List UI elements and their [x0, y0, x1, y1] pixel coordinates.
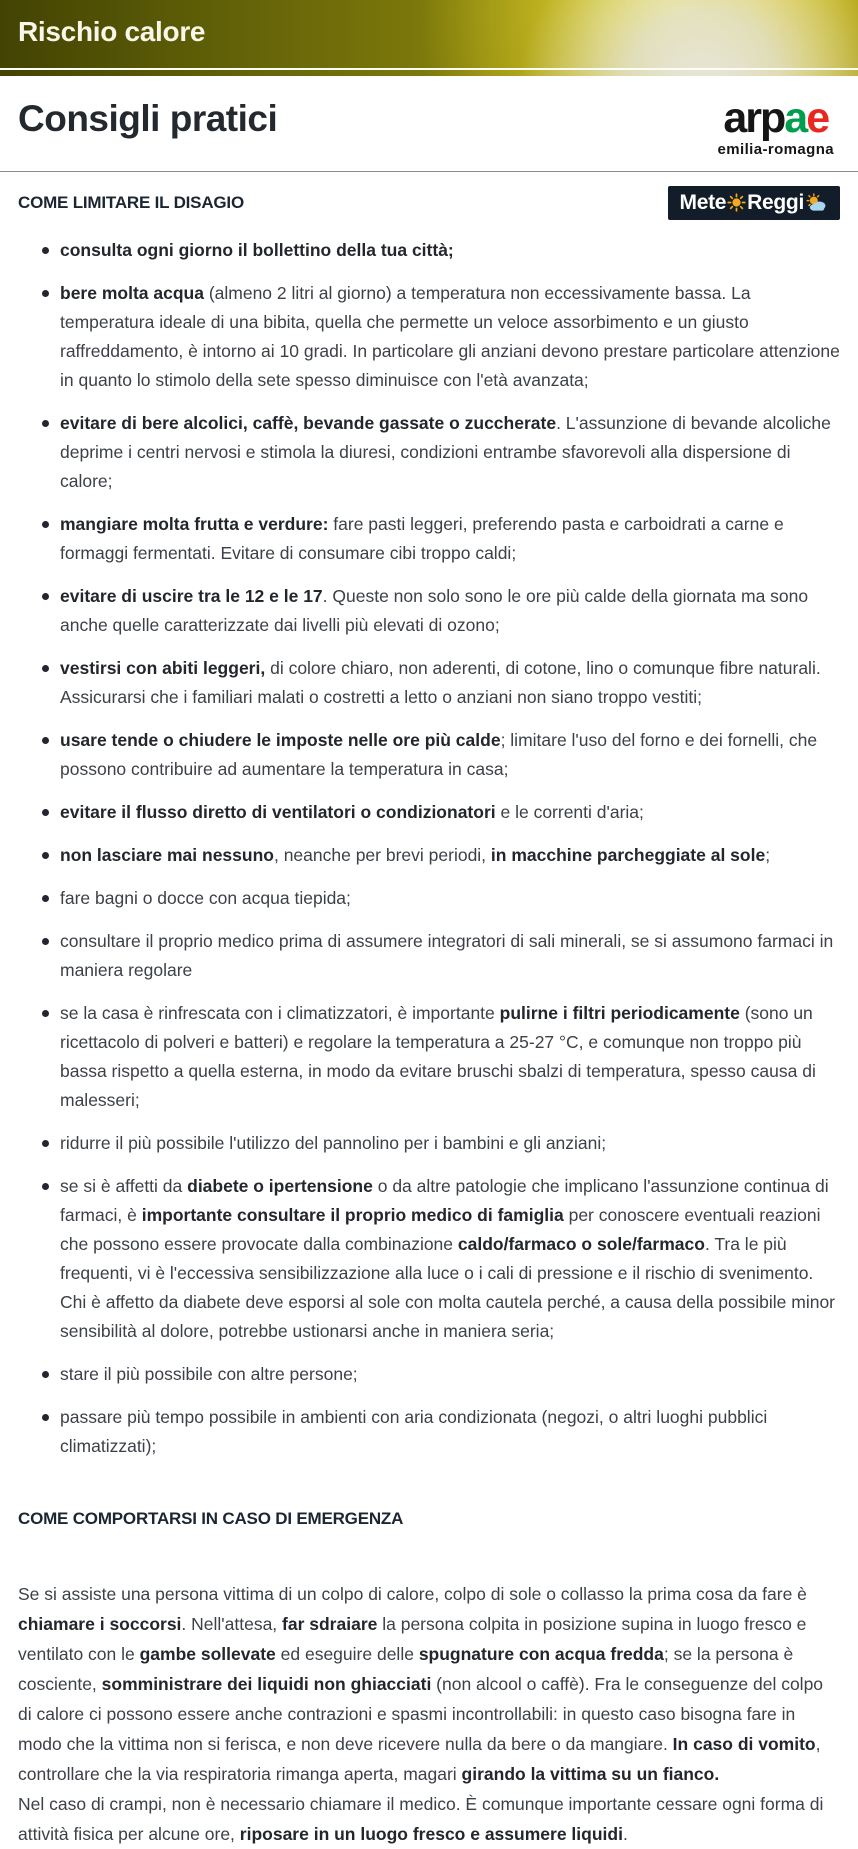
advice-item-text: evitare di uscire tra le 12 e le 17. Queste non solo sono le ore più calde della giornata ma sono anche quelle caratterizzate dai livelli più elevati di ozono; [60, 585, 809, 635]
advice-item-text: usare tende o chiudere le imposte nelle ore più calde; limitare l'uso del forno e dei fornelli, che possono contribuire ad aumentare la temperatura in casa; [60, 729, 818, 779]
advice-list [18, 236, 840, 1461]
advice-item [42, 236, 840, 265]
bullet-icon [42, 1183, 49, 1190]
advice-item [42, 279, 840, 395]
advice-item-text: evitare di bere alcolici, caffè, bevande gassate o zuccherate. L'assunzione di bevande alcoliche deprime i centri nervosi e stimola la diuresi, condizioni entrambe sfavorevoli alla dispersione di calore; [60, 412, 831, 491]
advice-item-text: consultare il proprio medico prima di assumere integratori di sali minerali, se si assumono farmaci in maniera regolare [60, 930, 834, 980]
advice-item [42, 841, 840, 870]
advice-item [42, 999, 840, 1115]
bullet-icon [42, 1414, 49, 1421]
advice-item-text: stare il più possibile con altre persone; [60, 1363, 358, 1384]
bullet-icon [42, 290, 49, 297]
advice-item-text: ridurre il più possibile l'utilizzo del pannolino per i bambini e gli anziani; [60, 1132, 607, 1153]
sun-behind-cloud-icon [804, 193, 830, 213]
emergency-instructions [18, 1579, 840, 1849]
emergency-paragraph: Se si assiste una persona vittima di un colpo di calore, colpo di sole o collasso la prima cosa da fare è chiamare i soccorsi. Nell'attesa, far sdraiare la persona colpita in posizione supina in luogo fresco e ventilato con le gambe sollevate ed eseguire delle spugnature con acqua fredda; se la persona è cosciente, somministrare dei liquidi non ghiacciati (non alcool o caffè). Fra le conseguenze del colpo di calore ci possono essere anche contrazioni e spasmi incontrollabili: in questo caso bisogna fare in modo che la vittima non si ferisca, e non deve ricevere nulla da bere o da mangiare. In caso di vomito, controllare che la via respiratoria rimanga aperta, magari girando la vittima su un fianco. [18, 1583, 824, 1784]
arpae-letter-e-red: e [806, 94, 829, 142]
bullet-icon [42, 938, 49, 945]
advice-item-text: mangiare molta frutta e verdure: fare pasti leggeri, preferendo pasta e carboidrati a carne e formaggi fermentati. Evitare di consumare cibi troppo caldi; [60, 513, 784, 563]
bullet-icon [42, 809, 49, 816]
advice-item [42, 1129, 840, 1158]
bullet-icon [42, 1140, 49, 1147]
banner-title: Rischio calore [18, 16, 206, 47]
advice-item-text: se si è affetti da diabete o ipertensione o da altre patologie che implicano l'assunzione continua di farmaci, è importante consultare il proprio medico di famiglia per conoscere eventuali reazioni che possono essere provocate dalla combinazione caldo/farmaco o sole/farmaco. Tra le più frequenti, vi è l'eccessiva sensibilizzazione alla luce o i cali di pressione e il rischio di svenimento. Chi è affetto da diabete deve esporsi al sole con molta cautela perché, a causa della possibile minor sensibilità al dolore, potrebbe ustionarsi anche in maniera seria; [60, 1175, 836, 1341]
arpae-wordmark: arpae [723, 94, 829, 142]
advice-item [42, 1172, 840, 1346]
page-title: Consigli pratici [18, 98, 278, 139]
advice-item-text: vestirsi con abiti leggeri, di colore chiaro, non aderenti, di cotone, lino o comunque fibre naturali. Assicurarsi che i familiari malati o costretti a letto o anziani non siano troppo vestiti; [60, 657, 821, 707]
advice-item [42, 798, 840, 827]
advice-item [42, 927, 840, 985]
banner-separator-line [0, 68, 858, 70]
advice-item [42, 726, 840, 784]
bullet-icon [42, 737, 49, 744]
bullet-icon [42, 521, 49, 528]
meteo-badge-text: Mete [679, 190, 727, 214]
advice-item [42, 582, 840, 640]
page-banner [0, 0, 858, 76]
sun-icon [726, 193, 747, 212]
bullet-icon [42, 420, 49, 427]
arpae-logo [717, 94, 834, 158]
bullet-icon [42, 1371, 49, 1378]
arpae-subtitle: emilia-romagna [717, 140, 834, 158]
title-divider [0, 171, 858, 172]
advice-item [42, 654, 840, 712]
advice-item [42, 884, 840, 913]
bullet-icon [42, 852, 49, 859]
advice-item-text: bere molta acqua (almeno 2 litri al giorno) a temperatura non eccessivamente bassa. La temperatura ideale di una bibita, quella che permette un veloce assorbimento e un giusto raffreddamento, è intorno ai 10 gradi. In particolare gli anziani devono prestare particolare attenzione in quanto lo stimolo della sete spesso diminuisce con l'età avanzata; [60, 282, 840, 390]
advice-item-text: evitare il flusso diretto di ventilatori o condizionatori e le correnti d'aria; [60, 801, 644, 822]
meteo-badge-text-2: Reggi [747, 190, 804, 214]
bullet-icon [42, 593, 49, 600]
advice-item-text: non lasciare mai nessuno, neanche per brevi periodi, in macchine parcheggiate al sole; [60, 844, 771, 865]
bullet-icon [42, 665, 49, 672]
arpae-letter-a-green: a [784, 94, 807, 142]
advice-item [42, 409, 840, 496]
section-heading-limitare-disagio: COME LIMITARE IL DISAGIO [18, 192, 244, 212]
section-heading-emergenza: COME COMPORTARSI IN CASO DI EMERGENZA [18, 1508, 404, 1528]
advice-item-text: consulta ogni giorno il bollettino della tua città; [60, 239, 454, 260]
advice-item [42, 510, 840, 568]
bullet-icon [42, 1010, 49, 1017]
bullet-icon [42, 247, 49, 254]
advice-item [42, 1403, 840, 1461]
meteo-reggio-badge[interactable] [668, 186, 841, 220]
advice-item-text: fare bagni o docce con acqua tiepida; [60, 887, 351, 908]
advice-item-text: se la casa è rinfrescata con i climatizzatori, è importante pulirne i filtri periodicamente (sono un ricettacolo di polveri e batteri) e regolare la temperatura a 25-27 °C, e comunque non troppo più bassa rispetto a quella esterna, in modo da evitare bruschi sbalzi di temperatura, spesso causa di malesseri; [60, 1002, 816, 1110]
emergency-paragraph: Nel caso di crampi, non è necessario chiamare il medico. È comunque importante cessare ogni forma di attività fisica per alcune ore, riposare in un luogo fresco e assumere liquidi. [18, 1793, 824, 1844]
advice-item-text: passare più tempo possibile in ambienti con aria condizionata (negozi, o altri luoghi pubblici climatizzati); [60, 1406, 768, 1456]
bullet-icon [42, 895, 49, 902]
advice-item [42, 1360, 840, 1389]
